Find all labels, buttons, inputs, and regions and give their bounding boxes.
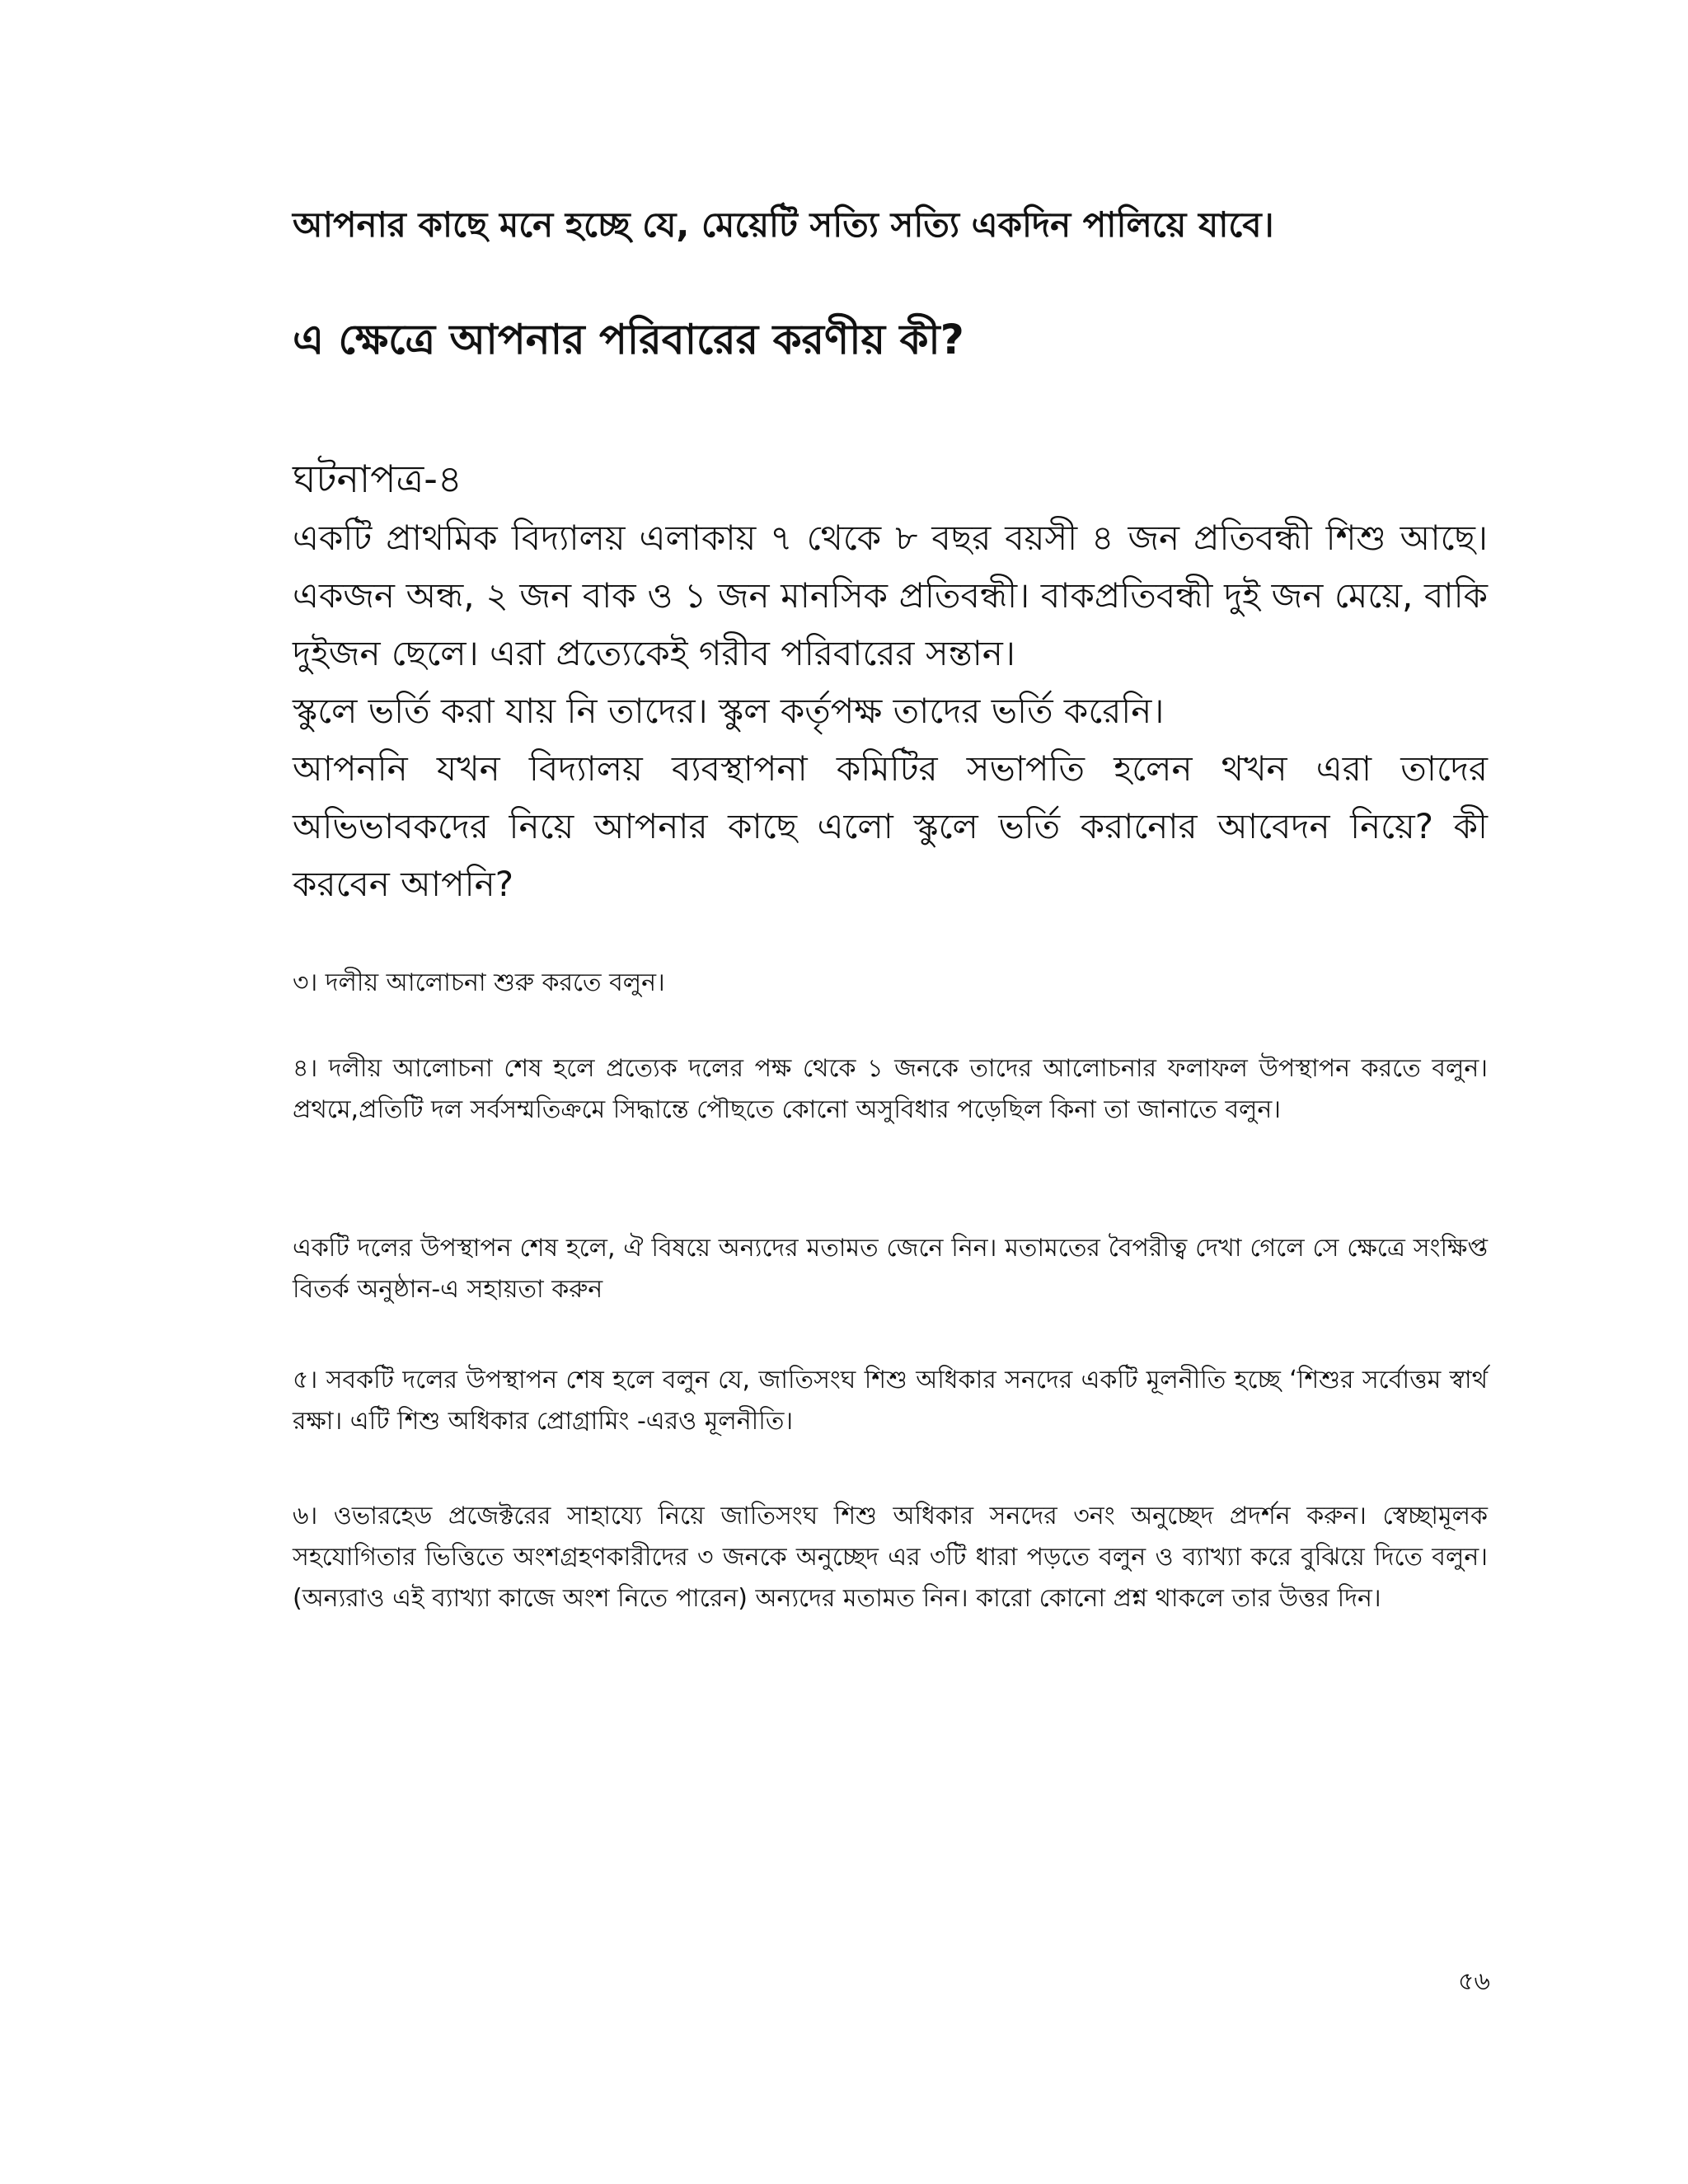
case-description: [293, 509, 1488, 913]
case-paragraph: একটি প্রাথমিক বিদ্যালয় এলাকায় ৭ থেকে ৮ বছর বয়সী ৪ জন প্রতিবন্ধী শিশু আছে। একজন অন্ধ, ২ জন বাক ও ১ জন মানসিক প্রতিবন্ধী। বাকপ্রতিবন্ধী দুই জন মেয়ে, বাকি দুইজন ছেলে। এরা প্রত্যেকেই গরীব পরিবারের সন্তান।: [293, 518, 1488, 673]
step-4: ৪। দলীয় আলোচনা শেষ হলে প্রত্যেক দলের পক্ষ থেকে ১ জনকে তাদের আলোচনার ফলাফল উপস্থাপন করতে বলুন। প্রথমে,প্রতিটি দল সর্বসম্মতিক্রমে সিদ্ধান্তে পৌছতে কোনো অসুবিধার পড়েছিল কিনা তা জানাতে বলুন।: [293, 1054, 1488, 1124]
intro-sentence: আপনার কাছে মনে হচ্ছে যে, মেয়েটি সত্যি সত্যি একদিন পালিয়ে যাবে।: [293, 204, 1274, 245]
step-4-followup: একটি দলের উপস্থাপন শেষ হলে, ঐ বিষয়ে অন্যদের মতামত জেনে নিন। মতামতের বৈপরীত্ব দেখা গেলে সে ক্ষেত্রে সংক্ষিপ্ত বিতর্ক অনুষ্ঠান-এ সহায়তা করুন: [293, 1234, 1488, 1304]
case-paragraph: স্কুলে ভর্তি করা যায় নি তাদের। স্কুল কর্তৃপক্ষ তাদের ভর্তি করেনি।: [293, 691, 1165, 731]
step-5: ৫। সবকটি দলের উপস্থাপন শেষ হলে বলুন যে, জাতিসংঘ শিশু অধিকার সনদের একটি মূলনীতি হচ্ছে ‘শিশুর সর্বোত্তম স্বার্থ রক্ষা। এটি শিশু অধিকার প্রোগ্রামিং -এরও মূলনীতি।: [293, 1366, 1488, 1436]
case-title: ঘটনাপত্র-৪: [293, 457, 462, 501]
step-3: ৩। দলীয় আলোচনা শুরু করতে বলুন।: [293, 968, 665, 997]
page-number: ৫৬: [1458, 1967, 1490, 1996]
step-6: ৬। ওভারহেড প্রজেক্টরের সাহায্যে নিয়ে জাতিসংঘ শিশু অধিকার সনদের ৩নং অনুচ্ছেদ প্রদর্শন করুন। স্বেচ্ছামূলক সহযোগিতার ভিত্তিতে অংশগ্রহণকারীদের ৩ জনকে অনুচ্ছেদ এর ৩টি ধারা পড়তে বলুন ও ব্যাখ্যা করে বুঝিয়ে দিতে বলুন। (অন্যরাও এই ব্যাখ্যা কাজে অংশ নিতে পারেন) অন্যদের মতামত নিন। কারো কোনো প্রশ্ন থাকলে তার উত্তর দিন।: [293, 1502, 1488, 1613]
case-paragraph: আপননি যখন বিদ্যালয় ব্যবস্থাপনা কমিটির সভাপতি হলেন থখন এরা তাদের অভিভাবকদের নিয়ে আপনার কাছে এলো স্কুলে ভর্তি করানোর আবেদন নিয়ে? কী করবেন আপনি?: [293, 748, 1488, 904]
question-heading: এ ক্ষেত্রে আপনার পরিবারের করণীয় কী?: [293, 316, 964, 363]
